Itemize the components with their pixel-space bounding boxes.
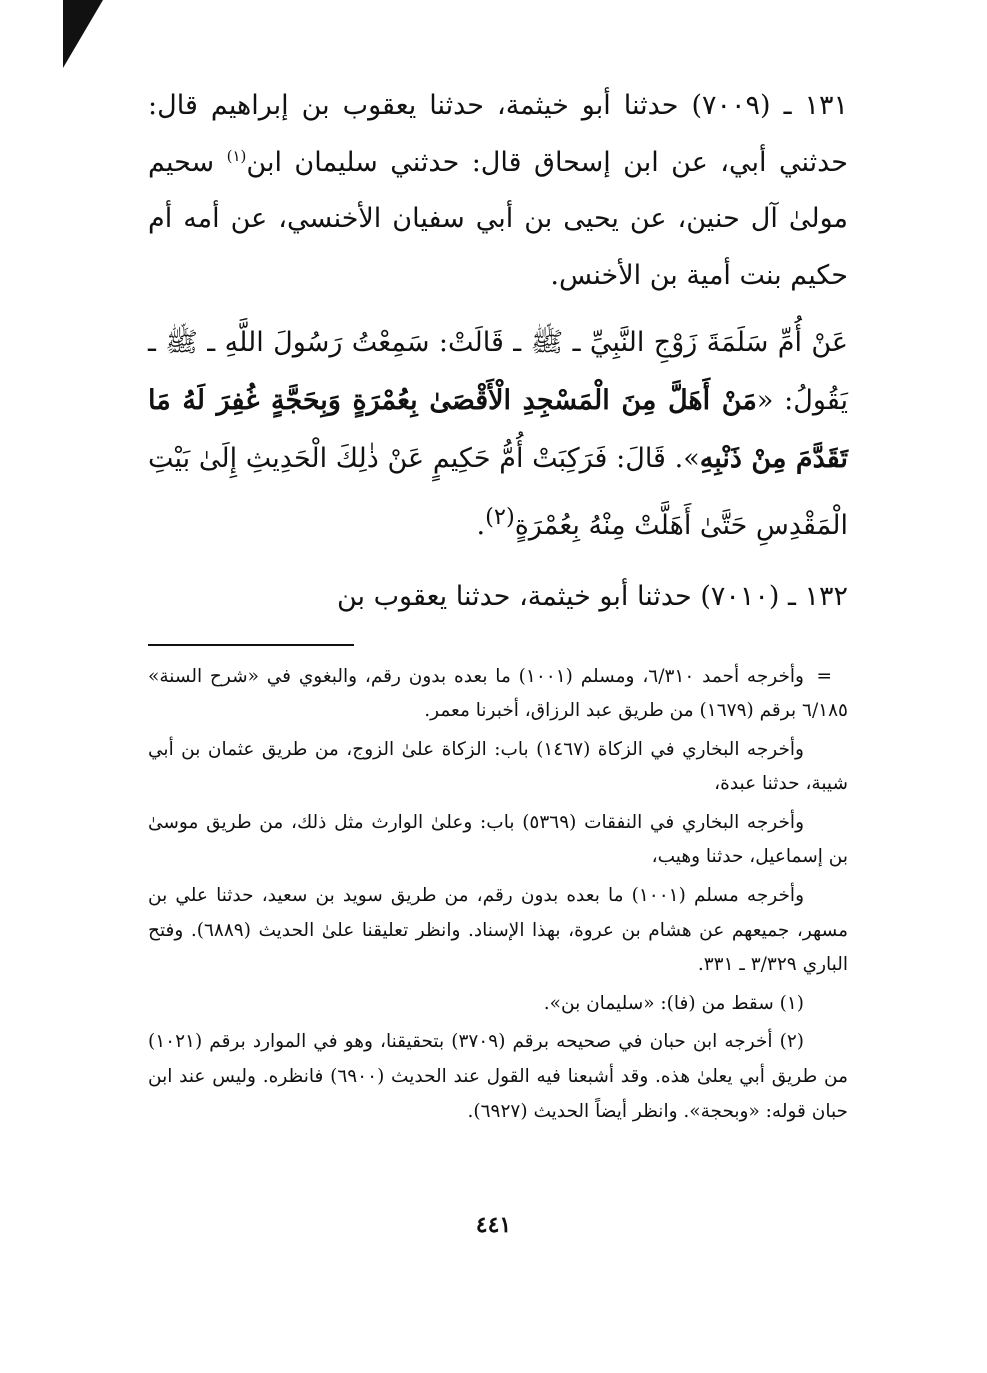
matn-end-mark: .: [476, 510, 486, 541]
footnote-continued-2: وأخرجه البخاري في الزكاة (١٤٦٧) باب: الزكاة علىٰ الزوج، من طريق عثمان بن أبي شيبة، حدثنا عبدة،: [148, 738, 848, 795]
matn-after: ». قَالَ: فَرَكِبَتْ أُمُّ حَكِيمٍ عَنْ ذٰلِكَ الْحَدِيثِ إِلَىٰ بَيْتِ الْمَقْدِسِ حَتَّىٰ أَهَلَّتْ مِنْهُ بِعُمْرَةٍ: [148, 443, 848, 541]
page-body: [148, 78, 848, 1133]
footnote-text: وأخرجه أحمد ٦/٣١٠، ومسلم (١٠٠١) ما بعده بدون رقم، والبغوي في «شرح السنة» ٦/١٨٥ برقم (١٦٧٩) من طريق عبد الرزاق، أخبرنا معمر.: [148, 665, 848, 722]
matn-intro: عَنْ أُمِّ سَلَمَةَ زَوْجِ النَّبِيِّ ـ ﷺ ـ قَالَتْ: سَمِعْتُ رَسُولَ اللَّهِ ـ ﷺ ـ يَقُولُ: «: [148, 327, 848, 416]
hadith-131-isnad: [148, 78, 848, 304]
footnote-separator: [148, 644, 354, 646]
footnote-2: (٢) أخرجه ابن حبان في صحيحه برقم (٣٧٠٩) بتحقيقنا، وهو في الموارد برقم (١٠٢١) من طريق أبي يعلىٰ هذه. وقد أشبعنا فيه القول عند الحديث (٦٩٠٠) فانظره. وليس عند ابن حبان قوله: «وبحجة». وانظر أيضاً الحديث (٦٩٢٧).: [148, 1031, 848, 1122]
main-text: [148, 78, 848, 626]
hadith-131-matn: [148, 314, 848, 555]
matn-bold-quote: مَنْ أَهَلَّ مِنَ الْمَسْجِدِ الْأَقْصَىٰ بِعُمْرَةٍ وَبِحَجَّةٍ غُفِرَ لَهُ مَا تَقَدَّمَ مِنْ ذَنْبِهِ: [148, 385, 848, 474]
footnote-continued-1: [148, 660, 848, 729]
footnote-ref-1: (١): [226, 146, 247, 165]
footnote-continued-3: وأخرجه البخاري في النفقات (٥٣٦٩) باب: وعلىٰ الوارث مثل ذلك، من طريق موسىٰ بن إسماعيل، حدثنا وهيب،: [148, 811, 848, 868]
hadith-132-isnad-start: ١٣٢ ـ (٧٠١٠) حدثنا أبو خيثمة، حدثنا يعقوب بن: [336, 581, 848, 612]
page-number: ٤٤١: [475, 1212, 512, 1238]
continuation-mark: =: [816, 665, 832, 687]
footnote-continued-4: وأخرجه مسلم (١٠٠١) ما بعده بدون رقم، من طريق سويد بن سعيد، حدثنا علي بن مسهر، جميعهم عن هشام بن عروة، بهذا الإسناد. وانظر تعليقنا علىٰ الحديث (٦٨٨٩). وفتح الباري ٣/٣٢٩ ـ ٣٣١.: [148, 885, 848, 976]
hadith-132-isnad: [148, 569, 848, 626]
hadith-131-isnad-part1: ١٣١ ـ (٧٠٠٩) حدثنا أبو خيثمة، حدثنا يعقوب بن إبراهيم قال: حدثني أبي، عن ابن إسحاق قال: حدثني سليمان ابن: [148, 90, 849, 178]
footnotes: [148, 660, 848, 1130]
corner-mark: [63, 0, 103, 68]
footnote-1: (١) سقط من (فا): «سليمان بن».: [543, 992, 804, 1014]
footnote-ref-2: (٢): [485, 504, 515, 530]
hadith-131-isnad-part2: سحيم مولىٰ آل حنين، عن يحيى بن أبي سفيان الأخنسي، عن أمه أم حكيم بنت أمية بن الأخنس.: [148, 146, 848, 291]
